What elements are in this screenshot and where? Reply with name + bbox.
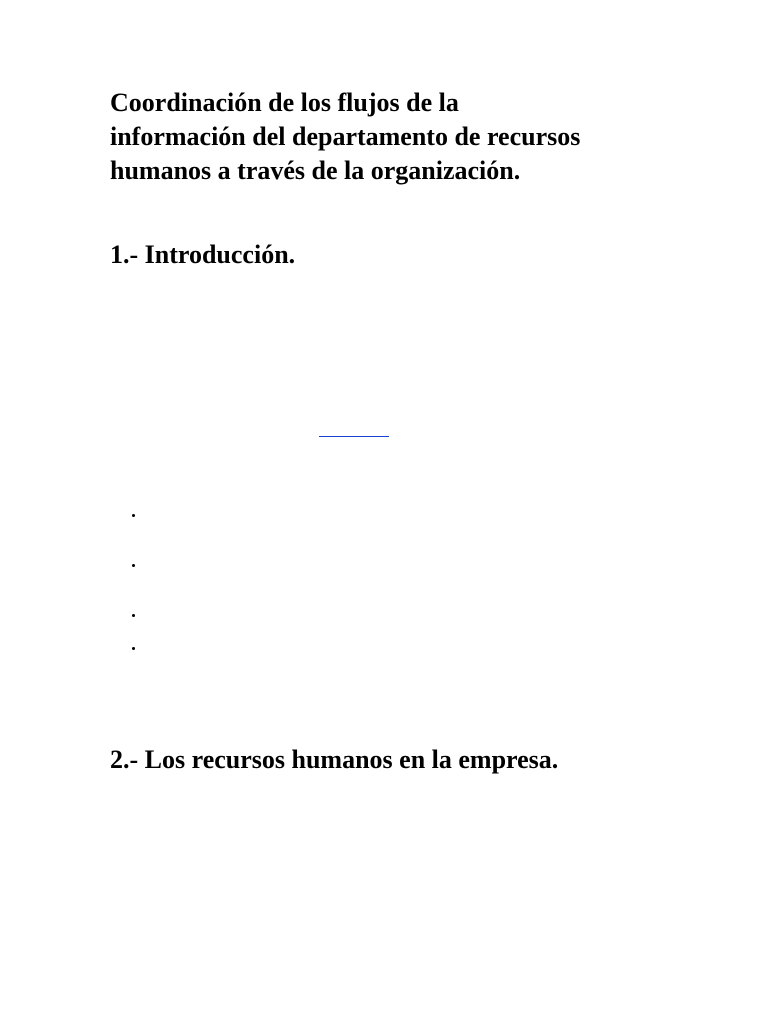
list-bullet [130, 645, 138, 653]
section-heading-introduccion: 1.- Introducción. [110, 240, 296, 269]
document-title: Coordinación de los flujos de la información del departamento de recursos humanos a través de la organización. [110, 88, 581, 185]
empty-hyperlink[interactable] [319, 436, 389, 437]
list-bullet [130, 512, 138, 520]
list-bullet [130, 612, 138, 620]
section-heading-recursos-humanos: 2.- Los recursos humanos en la empresa. [110, 745, 559, 774]
list-bullet [130, 562, 138, 570]
